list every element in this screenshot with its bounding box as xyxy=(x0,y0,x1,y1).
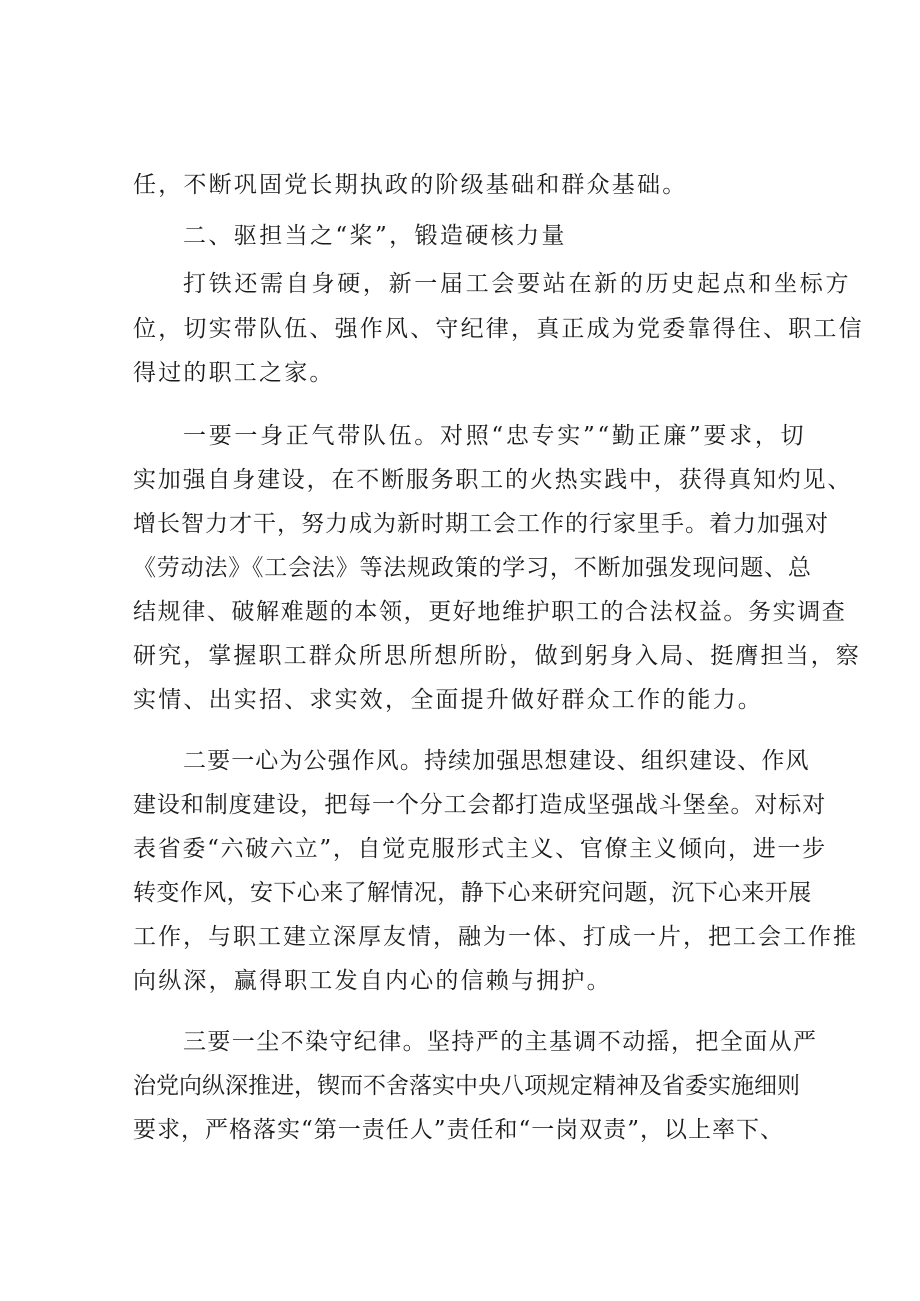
text-line: 实情、出实招、求实效，全面提升做好群众工作的能力。 xyxy=(133,687,763,713)
section-heading: 二、驱担当之“桨”，锻造硬核力量 xyxy=(183,223,567,249)
text-line: 二要一心为公强作风。持续加强思想建设、组织建设、作风 xyxy=(183,748,810,774)
text-line: 一要一身正气带队伍。对照“忠专实”“勤正廉”要求，切 xyxy=(183,423,807,449)
text-line: 表省委“六破六立”，自觉克服形式主义、官僚主义倾向，进一步 xyxy=(133,836,827,862)
text-line: 研究，掌握职工群众所思所想所盼，做到躬身入局、挺膺担当，察 xyxy=(133,643,861,669)
text-line: 实加强自身建设，在不断服务职工的火热实践中，获得真知灼见、 xyxy=(133,467,853,493)
text-line: 得过的职工之家。 xyxy=(133,360,335,386)
text-line: 工作，与职工建立深厚友情，融为一体、打成一片，把工会工作推 xyxy=(133,924,858,950)
text-line: 任，不断巩固党长期执政的阶级基础和群众基础。 xyxy=(133,172,688,198)
text-line: 增长智力才干，努力成为新时期工会工作的行家里手。着力加强对 xyxy=(133,511,829,537)
text-line: 结规律、破解难题的本领，更好地维护职工的合法权益。务实调查 xyxy=(133,599,847,625)
text-line: 三要一尘不染守纪律。坚持严的主基调不动摇，把全面从严 xyxy=(183,1029,818,1055)
text-line: 要求，严格落实“第一责任人”责任和“一岗双责”，以上率下、 xyxy=(133,1117,785,1143)
text-line: 治党向纵深推进，锲而不舍落实中央八项规定精神及省委实施细则 xyxy=(133,1073,800,1099)
text-line: 位，切实带队伍、强作风、守纪律，真正成为党委靠得住、职工信 xyxy=(133,316,864,342)
text-line: 向纵深，赢得职工发自内心的信赖与拥护。 xyxy=(133,968,612,994)
text-line: 转变作风，安下心来了解情况，静下心来研究问题，沉下心来开展 xyxy=(133,880,812,906)
text-line: 打铁还需自身硬，新一届工会要站在新的历史起点和坐标方 xyxy=(183,271,852,297)
text-line: 建设和制度建设，把每一个分工会都打造成坚强战斗堡垒。对标对 xyxy=(133,792,827,818)
text-line: 《劳动法》《工会法》等法规政策的学习，不断加强发现问题、总 xyxy=(133,555,812,581)
